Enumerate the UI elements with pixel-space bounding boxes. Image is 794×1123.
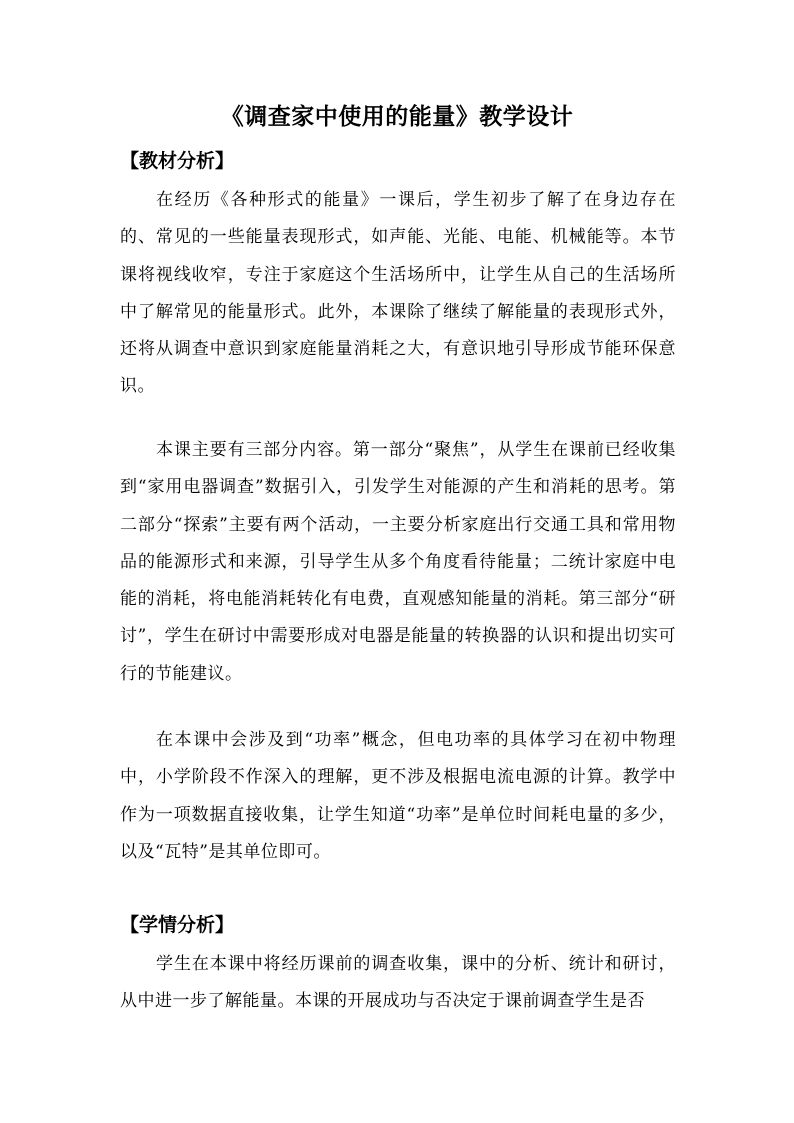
paragraph: 在本课中会涉及到“功率”概念，但电功率的具体学习在初中物理中，小学阶段不作深入的理解，更不涉及根据电流电源的计算。教学中作为一项数据直接收集，让学生知道“功率”是单位时间耗电量的多少，以及“瓦特”是其单位即可。 (120, 730, 676, 862)
paragraph: 本课主要有三部分内容。第一部分“聚焦”，从学生在课前已经收集到“家用电器调查”数据引入，引发学生对能源的产生和消耗的思考。第二部分“探索”主要有两个活动，一主要分析家庭出行交通工具和常用物品的能源形式和来源，引导学生从多个角度看待能量；二统计家庭中电能的消耗，将电能消耗转化有电费，直观感知能量的消耗。第三部分“研讨”，学生在研讨中需要形成对电器是能量的转换器的认识和提出切实可行的节能建议。 (120, 440, 676, 684)
section-heading-learner-analysis: 【学情分析】 (120, 914, 235, 936)
section-heading-textbook-analysis: 【教材分析】 (120, 150, 235, 172)
document-title: 《调查家中使用的能量》教学设计 (220, 103, 574, 130)
paragraph: 在经历《各种形式的能量》一课后，学生初步了解了在身边存在的、常见的一些能量表现形式，如声能、光能、电能、机械能等。本节课将视线收窄，专注于家庭这个生活场所中，让学生从自己的生活场所中了解常见的能量形式。此外，本课除了继续了解能量的表现形式外，还将从调查中意识到家庭能量消耗之大，有意识地引导形成节能环保意识。 (120, 190, 676, 397)
paragraph: 学生在本课中将经历课前的调查收集，课中的分析、统计和研讨，从中进一步了解能量。本课的开展成功与否决定于课前调查学生是否 (120, 954, 676, 1012)
